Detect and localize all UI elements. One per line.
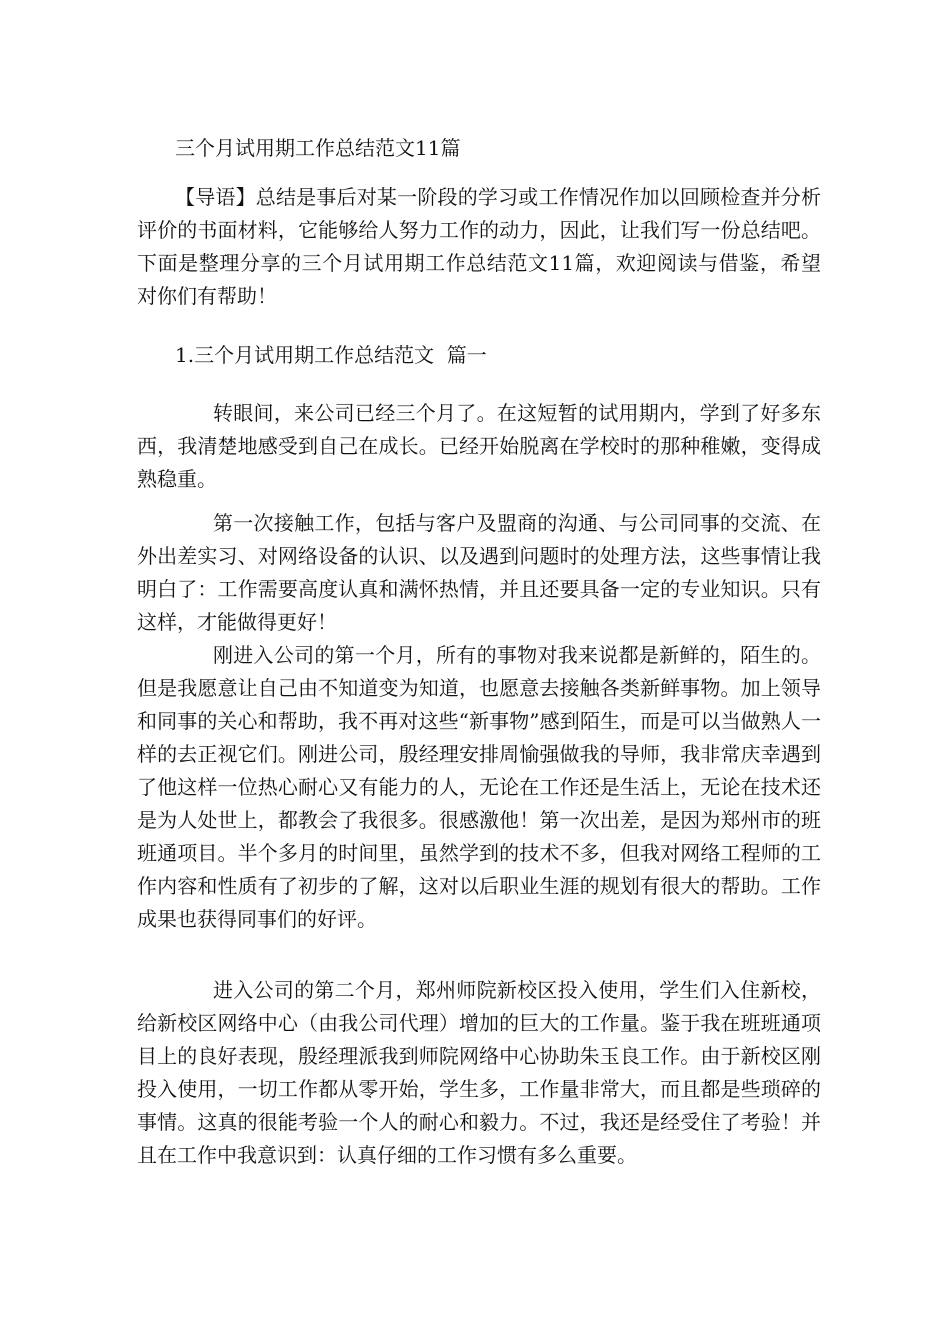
body-paragraph: 进入公司的第二个月，郑州师院新校区投入使用，学生们入住新校，给新校区网络中心（由我公司代理）增加的巨大的工作量。鉴于我在班班通项目上的良好表现，殷经理派我到师院网络中心协助朱玉良工作。由于新校区刚投入使用，一切工作都从零开始，学生多，工作量非常大，而且都是些琐碎的事情。这真的很能考验一个人的耐心和毅力。不过，我还是经受住了考验！并且在工作中我意识到：认真仔细的工作习惯有多么重要。 <box>137 978 821 1167</box>
section-heading: 1.三个月试用期工作总结范文 篇一 <box>175 343 487 367</box>
body-paragraph: 转眼间，来公司已经三个月了。在这短暂的试用期内，学到了好多东西，我清楚地感受到自己在成长。已经开始脱离在学校时的那种稚嫩，变得成熟稳重。 <box>137 401 821 491</box>
intro-paragraph: 【导语】总结是事后对某一阶段的学习或工作情况作加以回顾检查并分析评价的书面材料，它能够给人努力工作的动力，因此，让我们写一份总结吧。下面是整理分享的三个月试用期工作总结范文11篇，欢迎阅读与借鉴，希望对你们有帮助！ <box>137 185 821 308</box>
document-title: 三个月试用期工作总结范文11篇 <box>175 136 461 160</box>
body-paragraph: 刚进入公司的第一个月，所有的事物对我来说都是新鲜的，陌生的。但是我愿意让自己由不知道变为知道，也愿意去接触各类新鲜事物。加上领导和同事的关心和帮助，我不再对这些“新事物”感到陌生，而是可以当做熟人一样的去正视它们。刚进公司，殷经理安排周愉强做我的导师，我非常庆幸遇到了他这样一位热心耐心又有能力的人，无论在工作还是生活上，无论在技术还是为人处世上，都教会了我很多。很感激他！第一次出差，是因为郑州市的班班通项目。半个多月的时间里，虽然学到的技术不多，但我对网络工程师的工作内容和性质有了初步的了解，这对以后职业生涯的规划有很大的帮助。工作成果也获得同事们的好评。 <box>137 643 821 931</box>
body-paragraph: 第一次接触工作，包括与客户及盟商的沟通、与公司同事的交流、在外出差实习、对网络设备的认识、以及遇到问题时的处理方法，这些事情让我明白了：工作需要高度认真和满怀热情，并且还要具备一定的专业知识。只有这样，才能做得更好！ <box>137 511 821 634</box>
